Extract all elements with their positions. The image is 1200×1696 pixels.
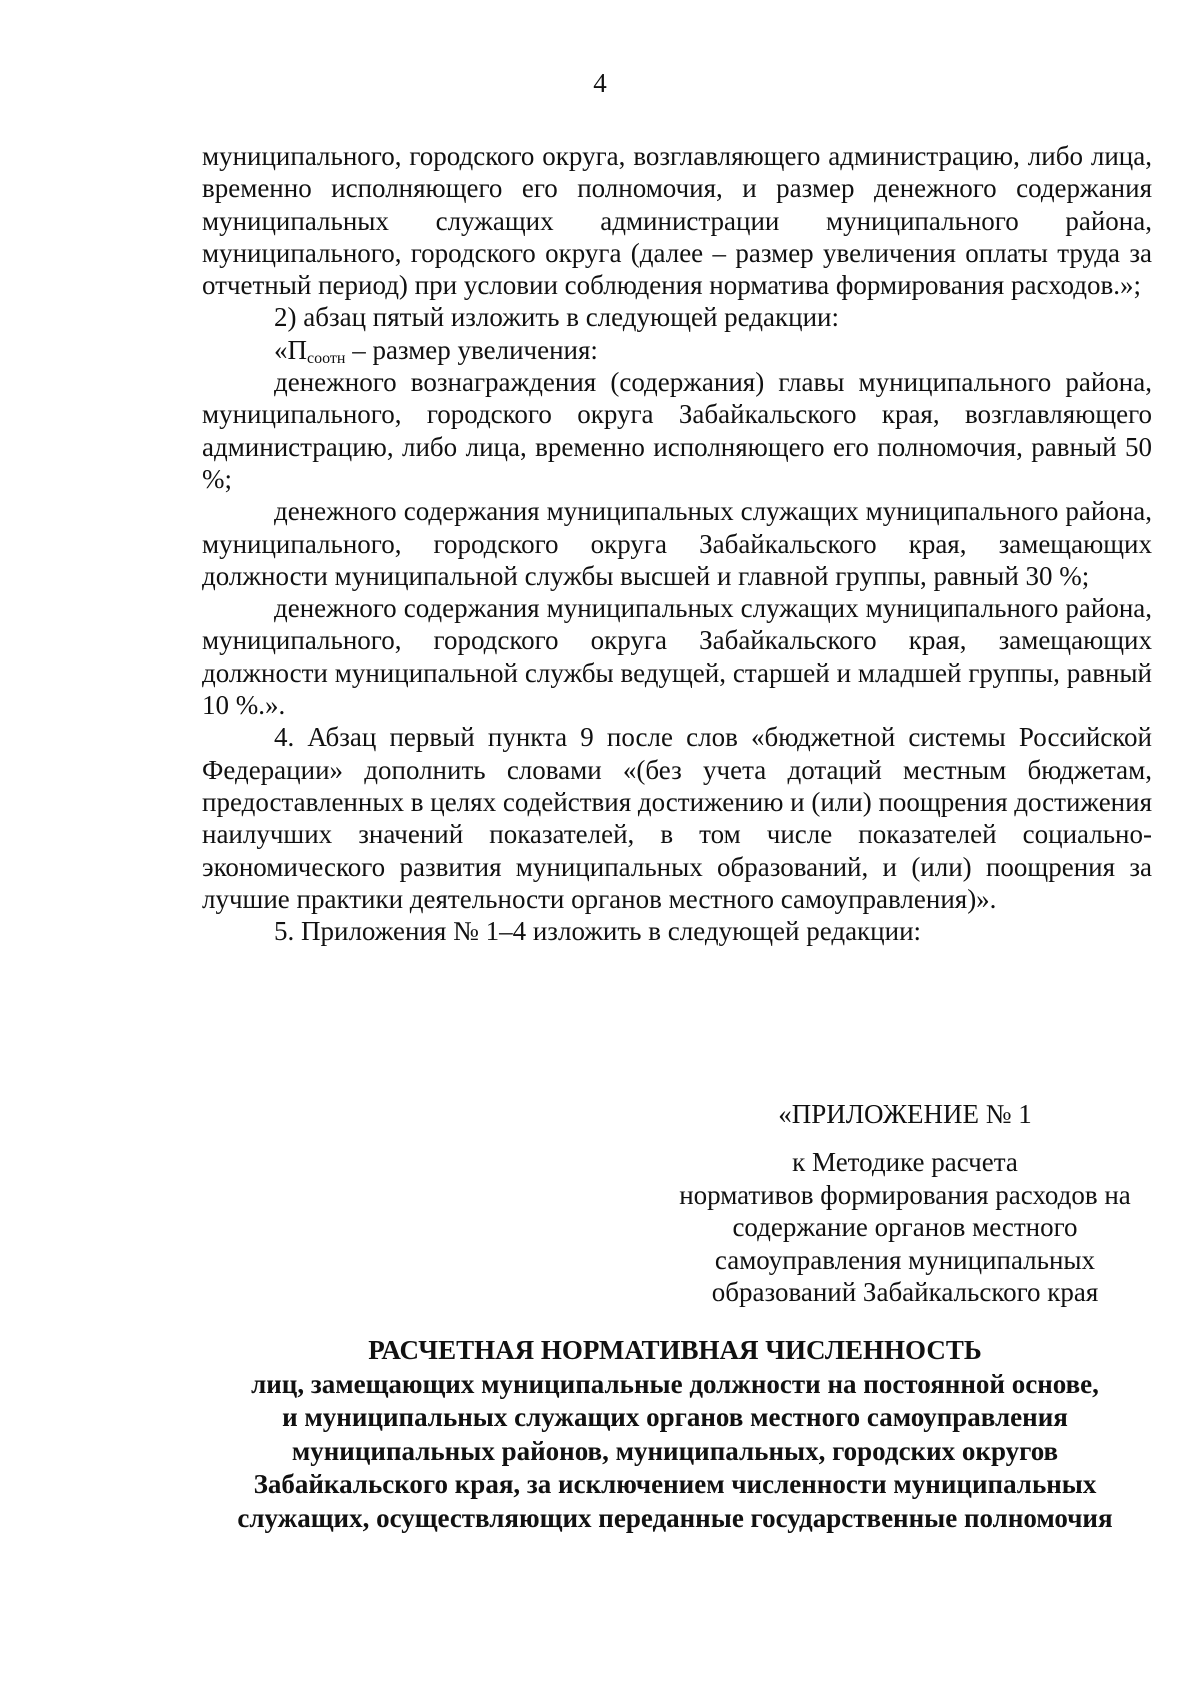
formula-symbol: «П (274, 334, 307, 365)
appendix-ref-line: нормативов формирования расходов на (679, 1179, 1131, 1210)
paragraph-junior-group: денежного содержания муниципальных служащих муниципального района, муниципального, городского округа Забайкальского края, замещающих должности муниципальной службы ведущей, старшей и младшей группы, равный 10 %.». (202, 593, 1152, 721)
paragraph-formula-definition (202, 334, 1152, 366)
title-line: муниципальных районов, муниципальных, городских округов (291, 1435, 1059, 1466)
appendix-ref-line: самоуправления муниципальных (714, 1244, 1096, 1275)
formula-description: – размер увеличения: (345, 334, 598, 365)
appendix-reference (660, 1146, 1150, 1309)
title-line: Забайкальского края, за исключением численности муниципальных (253, 1469, 1097, 1499)
formula-subscript: соотн (307, 349, 346, 367)
document-body (202, 140, 1152, 947)
appendix-ref-line: содержание органов местного (732, 1212, 1078, 1242)
title-line: служащих, осуществляющих переданные государственные полномочия (237, 1502, 1113, 1533)
paragraph-head-remuneration: денежного вознаграждения (содержания) главы муниципального района, муниципального, городского округа Забайкальского края, возглавляющего администрацию, либо лица, временно исполняющего его полномочия, равный 50 %; (202, 367, 1152, 494)
document-title (200, 1334, 1150, 1535)
title-line: лиц, замещающих муниципальные должности на постоянной основе, (251, 1368, 1099, 1399)
appendix-heading: «ПРИЛОЖЕНИЕ № 1 (778, 1099, 1032, 1129)
paragraph-item-5: 5. Приложения № 1–4 изложить в следующей редакции: (274, 916, 922, 947)
paragraph-senior-group: денежного содержания муниципальных служащих муниципального района, муниципального, городского округа Забайкальского края, замещающих должности муниципальной службы высшей и главной группы, равный 30 %; (202, 496, 1152, 591)
title-line: и муниципальных служащих органов местного самоуправления (282, 1402, 1068, 1432)
paragraph-continuation: муниципального, городского округа, возглавляющего администрацию, либо лица, временно исполняющего его полномочия, и размер денежного содержания муниципальных служащих администрации муниципального района, муниципального, городского округа (далее – размер увеличения оплаты труда за отчетный период) при условии соблюдения норматива формирования расходов.»; (202, 141, 1152, 301)
appendix-ref-line: образований Забайкальского края (711, 1277, 1099, 1307)
paragraph-item-4: 4. Абзац первый пункта 9 после слов «бюджетной системы Российской Федерации» дополнить словами «(без учета дотаций местным бюджетам, предоставленных в целях содействия достижению и (или) поощрения достижения наилучших значений показателей, в том числе показателей социально-экономического развития муниципальных образований, и (или) поощрения за лучшие практики деятельности органов местного самоуправления)». (202, 722, 1152, 914)
appendix-ref-line: к Методике расчета (792, 1147, 1018, 1177)
paragraph-item-2: 2) абзац пятый изложить в следующей редакции: (274, 302, 839, 333)
title-line: РАСЧЕТНАЯ НОРМАТИВНАЯ ЧИСЛЕННОСТЬ (368, 1335, 982, 1365)
page-number: 4 (593, 68, 607, 98)
